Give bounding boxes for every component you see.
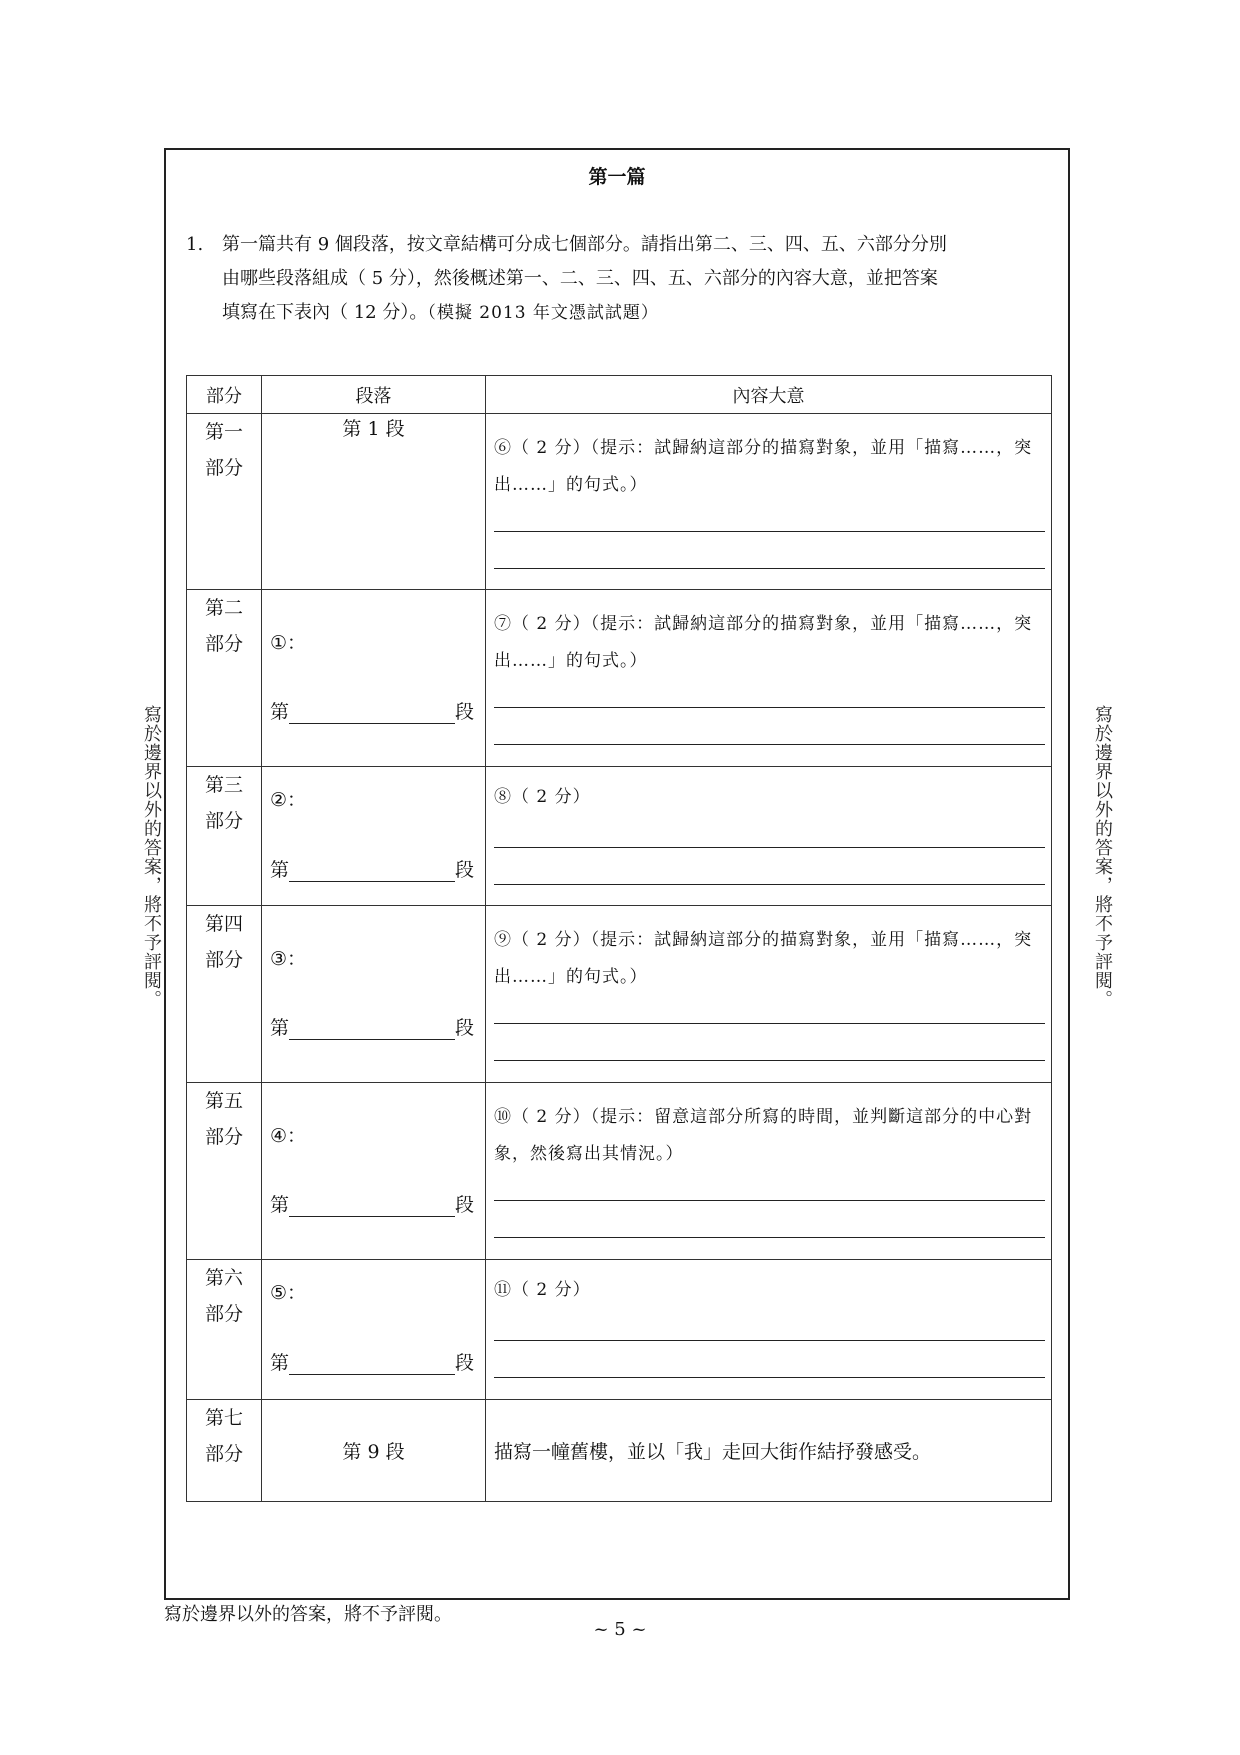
paragraph-blank[interactable]: 第 段	[270, 859, 475, 881]
answer-number: ③：	[270, 948, 307, 970]
content-cell	[486, 906, 1052, 1083]
content-cell	[486, 590, 1052, 767]
part-label: 第四 部分	[187, 906, 262, 1083]
table-row	[187, 767, 1052, 906]
paragraph-cell	[262, 1400, 486, 1502]
answer-line[interactable]	[494, 1237, 1045, 1238]
paragraph-fixed: 第 9 段	[342, 1441, 405, 1463]
table-row	[187, 414, 1052, 590]
question-line: 填寫在下表內（ 12 分）。（模擬 2013 年文憑試試題）	[222, 302, 659, 323]
paragraph-cell	[262, 1083, 486, 1260]
part-label: 第三 部分	[187, 767, 262, 906]
question-source: （模擬 2013 年文憑試試題）	[427, 303, 659, 323]
answer-table	[186, 375, 1052, 1502]
blank-line[interactable]	[289, 701, 455, 724]
answer-number: ④：	[270, 1125, 307, 1147]
paragraph-fixed: 第 1 段	[342, 418, 405, 440]
paragraph-cell	[262, 590, 486, 767]
page-number: ~ 5 ~	[593, 1619, 647, 1640]
blank-line[interactable]	[289, 1194, 455, 1217]
answer-line[interactable]	[494, 1340, 1045, 1341]
paragraph-blank[interactable]: 第 段	[270, 1194, 475, 1216]
answer-line[interactable]	[494, 744, 1045, 745]
hint-text: ⑧（ 2 分）	[494, 787, 591, 807]
answer-line[interactable]	[494, 568, 1045, 569]
table-row	[187, 1400, 1052, 1502]
paragraph-cell	[262, 414, 486, 590]
question-number: 1.	[186, 234, 204, 255]
paragraph-blank[interactable]: 第 段	[270, 701, 475, 723]
answer-frame	[164, 148, 1070, 1600]
answer-line[interactable]	[494, 1023, 1045, 1024]
part-label: 第一 部分	[187, 414, 262, 590]
answer-line[interactable]	[494, 884, 1045, 885]
hint-text: ⑩（ 2 分）（提示：留意這部分所寫的時間，並判斷這部分的中心對象，然後寫出其情況。）	[494, 1107, 1033, 1164]
hint-text: ⑥（ 2 分）（提示：試歸納這部分的描寫對象，並用「描寫……，突出……」的句式。）	[494, 438, 1033, 495]
header-paragraph: 段落	[262, 376, 486, 414]
answer-line[interactable]	[494, 707, 1045, 708]
table-row	[187, 906, 1052, 1083]
header-content: 內容大意	[486, 376, 1052, 414]
question-line: 第一篇共有 9 個段落，按文章結構可分成七個部分。請指出第二、三、四、五、六部分分別	[222, 234, 947, 255]
left-margin-note: 寫於邊界以外的答案，將不予評閱。	[141, 705, 162, 1009]
answer-line[interactable]	[494, 1060, 1045, 1061]
answer-line[interactable]	[494, 531, 1045, 532]
blank-line[interactable]	[289, 1017, 455, 1040]
answer-number: ②：	[270, 789, 307, 811]
answer-line[interactable]	[494, 847, 1045, 848]
content-cell	[486, 1260, 1052, 1400]
table-row	[187, 1083, 1052, 1260]
table-header-row	[187, 376, 1052, 414]
paragraph-cell	[262, 767, 486, 906]
paragraph-cell	[262, 1260, 486, 1400]
table-row	[187, 1260, 1052, 1400]
table-row	[187, 590, 1052, 767]
right-margin-note: 寫於邊界以外的答案，將不予評閱。	[1092, 705, 1113, 1009]
hint-text: ⑨（ 2 分）（提示：試歸納這部分的描寫對象，並用「描寫……，突出……」的句式。）	[494, 930, 1033, 987]
question-1	[186, 228, 1042, 330]
part-label: 第七 部分	[187, 1400, 262, 1502]
question-line: 由哪些段落組成（ 5 分），然後概述第一、二、三、四、五、六部分的內容大意，並把答案	[222, 268, 938, 289]
part-label: 第六 部分	[187, 1260, 262, 1400]
section-title: 第一篇	[588, 166, 646, 188]
answer-line[interactable]	[494, 1200, 1045, 1201]
summary-text: 描寫一幢舊樓，並以「我」走回大街作結抒發感受。	[494, 1441, 932, 1463]
paragraph-blank[interactable]: 第 段	[270, 1352, 475, 1374]
hint-text: ⑦（ 2 分）（提示：試歸納這部分的描寫對象，並用「描寫……，突出……」的句式。）	[494, 614, 1033, 671]
header-part: 部分	[187, 376, 262, 414]
blank-line[interactable]	[289, 1352, 455, 1375]
content-cell	[486, 414, 1052, 590]
content-cell	[486, 1083, 1052, 1260]
content-cell	[486, 767, 1052, 906]
answer-number: ⑤：	[270, 1282, 307, 1304]
paragraph-cell	[262, 906, 486, 1083]
part-label: 第五 部分	[187, 1083, 262, 1260]
blank-line[interactable]	[289, 859, 455, 882]
footer-note: 寫於邊界以外的答案，將不予評閱。	[164, 1604, 452, 1625]
hint-text: ⑪（ 2 分）	[494, 1280, 591, 1300]
paragraph-blank[interactable]: 第 段	[270, 1017, 475, 1039]
part-label: 第二 部分	[187, 590, 262, 767]
question-text	[222, 228, 1042, 330]
content-cell	[486, 1400, 1052, 1502]
answer-line[interactable]	[494, 1377, 1045, 1378]
answer-number: ①：	[270, 632, 307, 654]
